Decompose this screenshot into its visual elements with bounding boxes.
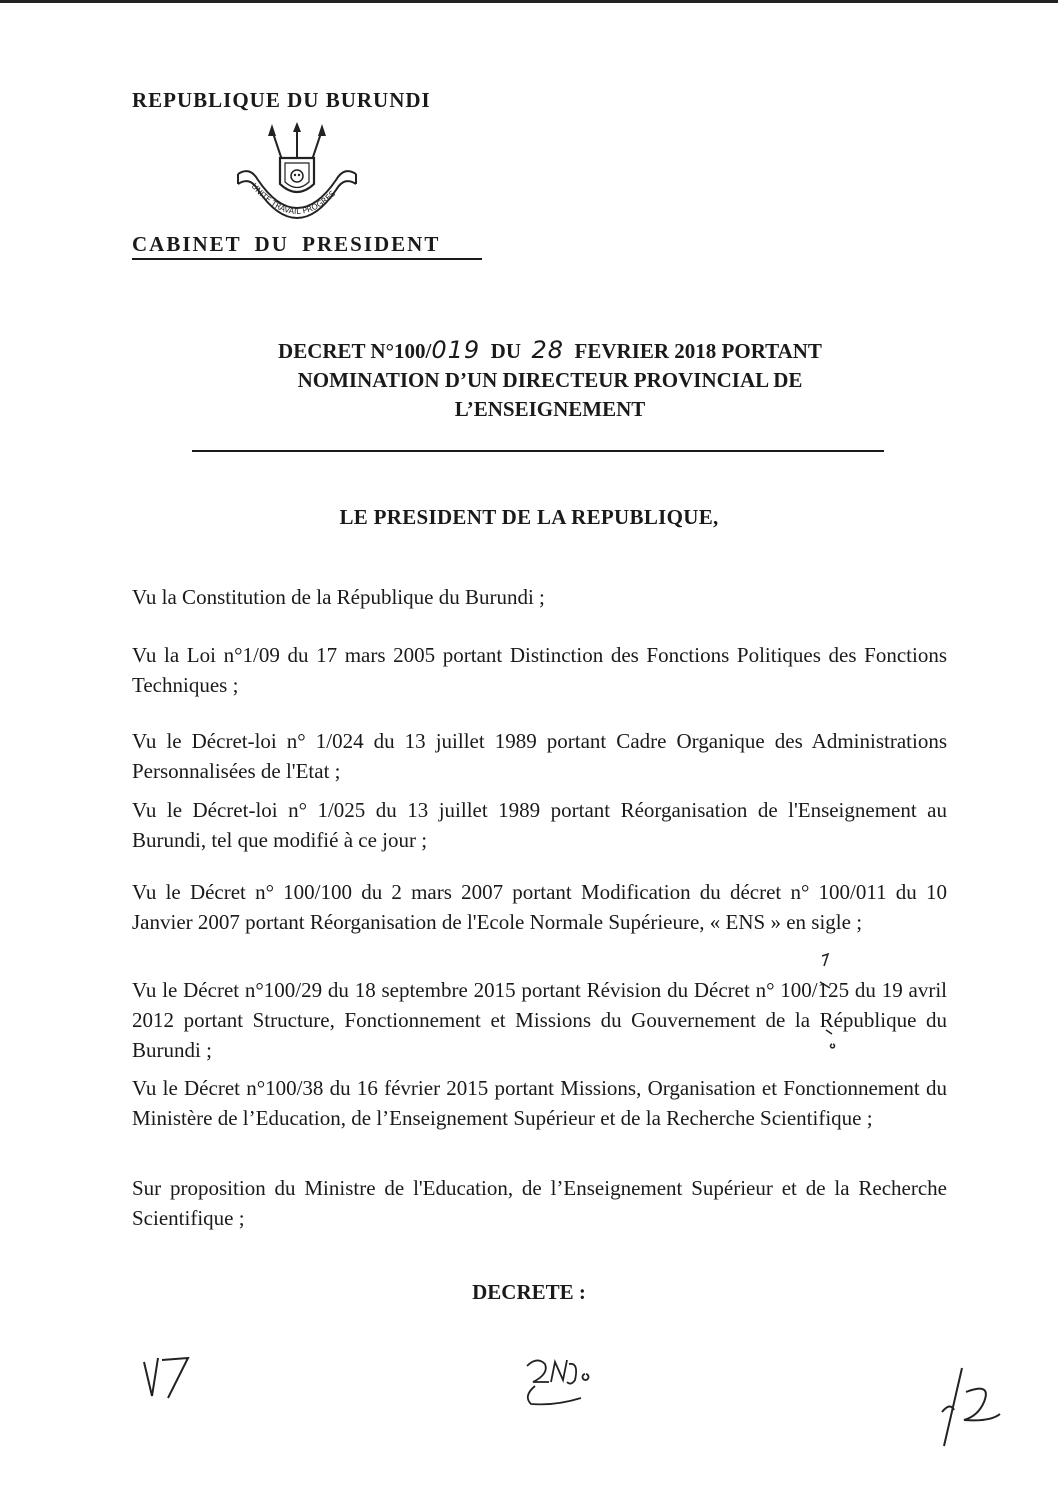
title-date-suffix: FEVRIER 2018 PORTANT bbox=[574, 339, 822, 363]
title-du: DU bbox=[490, 339, 521, 363]
scan-top-edge bbox=[0, 0, 1058, 3]
decree-title bbox=[170, 336, 930, 424]
recital-3: Vu le Décret-loi n° 1/024 du 13 juillet 1989 portant Cadre Organique des Administrations Personnalisées de l'Etat ; bbox=[132, 729, 947, 783]
title-line-2: NOMINATION D’UN DIRECTEUR PROVINCIAL DE bbox=[297, 368, 803, 392]
recital-6: Vu le Décret n°100/29 du 18 septembre 2015 portant Révision du Décret n° 100/125 du 19 avril 2012 portant Structure, Fonctionnement et Missions du Gouvernement de la République du Burundi ; bbox=[132, 978, 947, 1062]
recital-2: Vu la Loi n°1/09 du 17 mars 2005 portant Distinction des Fonctions Politiques des Fonctions Techniques ; bbox=[132, 643, 947, 697]
recital-4: Vu le Décret-loi n° 1/025 du 13 juillet 1989 portant Réorganisation de l'Enseignement au Burundi, tel que modifié à ce jour ; bbox=[132, 798, 947, 852]
handwritten-day: 28 bbox=[531, 336, 565, 364]
title-line-3: L’ENSEIGNEMENT bbox=[454, 397, 646, 421]
recital-7: Vu le Décret n°100/38 du 16 février 2015 portant Missions, Organisation et Fonctionnement du Ministère de l’Education, de l’Enseignement Supérieur et de la Recherche Scientifique ; bbox=[132, 1076, 947, 1130]
title-prefix: DECRET N°100/ bbox=[278, 339, 432, 363]
title-line-1 bbox=[170, 336, 930, 366]
handwritten-initial-center bbox=[515, 1352, 615, 1410]
decrete-heading: DECRETE : bbox=[472, 1280, 586, 1304]
recital-1: Vu la Constitution de la République du Burundi ; bbox=[132, 585, 545, 609]
president-heading: LE PRESIDENT DE LA REPUBLIQUE, bbox=[339, 505, 719, 529]
recital-8: Sur proposition du Ministre de l'Education, de l’Enseignement Supérieur et de la Recherche Scientifique ; bbox=[132, 1176, 947, 1230]
coat-of-arms-seal bbox=[232, 122, 362, 228]
header-cabinet: CABINET DU PRESIDENT bbox=[132, 232, 482, 260]
title-divider bbox=[192, 450, 884, 452]
recital-5: Vu le Décret n° 100/100 du 2 mars 2007 portant Modification du décret n° 100/011 du 10 Janvier 2007 portant Réorganisation de l'Ecole Normale Supérieure, « ENS » en sigle ; bbox=[132, 880, 947, 934]
seal-motto: UNITE TRAVAIL PROGRES bbox=[249, 181, 338, 217]
margin-annotation-mark bbox=[814, 952, 844, 1062]
handwritten-initial-right bbox=[932, 1362, 1012, 1452]
handwritten-decree-number: 019 bbox=[431, 336, 481, 364]
handwritten-initial-left bbox=[138, 1352, 198, 1402]
header-republic: REPUBLIQUE DU BURUNDI bbox=[132, 88, 431, 112]
